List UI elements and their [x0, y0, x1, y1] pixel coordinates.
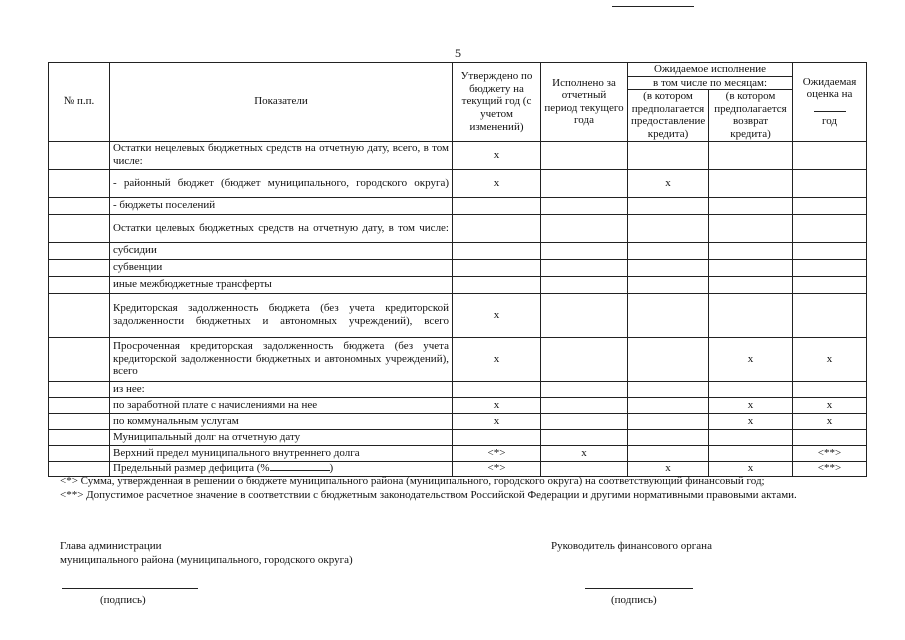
- table-row: [49, 293, 867, 337]
- row-label: Просроченная кредиторская задолженность бюджета (без учета кредиторской задолженности бюджетных и автономных учреждений), всего: [110, 337, 453, 381]
- cell-executed: [541, 214, 628, 242]
- cell-credit-grant: [628, 276, 709, 293]
- cell-expected-eval: x: [793, 413, 867, 429]
- table-row: [49, 214, 867, 242]
- cell-credit-grant: [628, 293, 709, 337]
- cell-expected-eval: [793, 214, 867, 242]
- row-label: Верхний предел муниципального внутреннего долга: [110, 445, 453, 461]
- cell-executed: [541, 461, 628, 476]
- cell-executed: [541, 242, 628, 259]
- row-num-cell: [49, 293, 110, 337]
- cell-executed: x: [541, 445, 628, 461]
- cell-credit-grant: [628, 397, 709, 413]
- row-num-cell: [49, 141, 110, 169]
- footnotes: [60, 475, 856, 502]
- row-num-cell: [49, 397, 110, 413]
- cell-expected-eval: [793, 259, 867, 276]
- cell-credit-return: [709, 259, 793, 276]
- row-num-cell: [49, 214, 110, 242]
- row-label: из нее:: [110, 381, 453, 397]
- cell-executed: [541, 293, 628, 337]
- row-label: - районный бюджет (бюджет муниципального, городского округа): [110, 169, 453, 197]
- cell-approved: x: [453, 293, 541, 337]
- cell-approved: x: [453, 397, 541, 413]
- cell-expected-eval: [793, 197, 867, 214]
- footnote-2: <**> Допустимое расчетное значение в соответствии с бюджетным законодательством Российской Федерации и другими нормативными правовыми актами.: [60, 488, 797, 501]
- cell-credit-grant: [628, 242, 709, 259]
- cell-approved: [453, 214, 541, 242]
- year-blank-line: [814, 103, 846, 112]
- cell-executed: [541, 397, 628, 413]
- table-row: [49, 197, 867, 214]
- row-num-cell: [49, 413, 110, 429]
- cell-expected-eval: [793, 293, 867, 337]
- cell-approved: x: [453, 169, 541, 197]
- cell-executed: [541, 197, 628, 214]
- finance-head-title: Руководитель финансового органа: [551, 540, 712, 552]
- cell-credit-return: [709, 242, 793, 259]
- cell-executed: [541, 141, 628, 169]
- header-credit-grant: (в котором предполагается предоставление кредита): [628, 90, 709, 141]
- expected-eval-label: Ожидаемая оценка на: [802, 75, 857, 101]
- signature-caption-right: (подпись): [611, 594, 657, 606]
- table-row: [49, 259, 867, 276]
- table-row: [49, 381, 867, 397]
- table-row: [49, 337, 867, 381]
- header-expected-execution: Ожидаемое исполнение: [628, 63, 793, 77]
- signature-line-left: [62, 588, 198, 589]
- row-label: Остатки целевых бюджетных средств на отчетную дату, в том числе:: [110, 214, 453, 242]
- expected-eval-year: год: [822, 115, 838, 128]
- cell-expected-eval: [793, 169, 867, 197]
- cell-expected-eval: [793, 276, 867, 293]
- row-label: иные межбюджетные трансферты: [110, 276, 453, 293]
- row-num-cell: [49, 197, 110, 214]
- cell-credit-grant: [628, 197, 709, 214]
- cell-credit-return: [709, 381, 793, 397]
- signature-caption-left: (подпись): [100, 594, 146, 606]
- cell-credit-grant: [628, 445, 709, 461]
- cell-expected-eval: x: [793, 397, 867, 413]
- cell-credit-return: x: [709, 337, 793, 381]
- header-approved: Утверждено по бюджету на текущий год (с учетом изменений): [453, 63, 541, 142]
- cell-credit-return: [709, 276, 793, 293]
- table-row: [49, 461, 867, 476]
- cell-expected-eval: <**>: [793, 461, 867, 476]
- cell-executed: [541, 337, 628, 381]
- row-num-cell: [49, 276, 110, 293]
- deficit-label: Предельный размер дефицита (%: [113, 462, 270, 475]
- cell-approved: <*>: [453, 445, 541, 461]
- header-expected-evaluation: [793, 63, 867, 142]
- cell-executed: [541, 381, 628, 397]
- table-row: [49, 445, 867, 461]
- table-row: [49, 141, 867, 169]
- cell-credit-grant: [628, 259, 709, 276]
- cell-credit-grant: [628, 141, 709, 169]
- row-label: [110, 461, 453, 476]
- header-indicators: Показатели: [110, 63, 453, 142]
- cell-credit-grant: x: [628, 461, 709, 476]
- cell-credit-return: [709, 169, 793, 197]
- signature-left-block: [60, 539, 353, 567]
- cell-approved: x: [453, 141, 541, 169]
- cell-expected-eval: [793, 141, 867, 169]
- row-label: субсидии: [110, 242, 453, 259]
- cell-expected-eval: [793, 242, 867, 259]
- cell-expected-eval: [793, 381, 867, 397]
- row-label: - бюджеты поселений: [110, 197, 453, 214]
- cell-credit-grant: [628, 337, 709, 381]
- cell-credit-return: [709, 293, 793, 337]
- head-org: муниципального района (муниципального, городского округа): [60, 554, 353, 566]
- signature-right-block: [551, 539, 712, 553]
- cell-approved: [453, 197, 541, 214]
- header-num: № п.п.: [49, 63, 110, 142]
- cell-approved: [453, 276, 541, 293]
- page-number: 5: [455, 46, 461, 60]
- table-row: [49, 397, 867, 413]
- cell-credit-grant: [628, 413, 709, 429]
- cell-approved: x: [453, 337, 541, 381]
- row-num-cell: [49, 242, 110, 259]
- cell-credit-return: x: [709, 397, 793, 413]
- row-label: Кредиторская задолженность бюджета (без учета кредиторской задолженности бюджетных и автономных учреждений), всего: [110, 293, 453, 337]
- table-row: [49, 413, 867, 429]
- cell-credit-grant: [628, 381, 709, 397]
- cell-executed: [541, 413, 628, 429]
- cell-executed: [541, 169, 628, 197]
- row-label: по заработной плате с начислениями на нее: [110, 397, 453, 413]
- signature-line-right: [585, 588, 693, 589]
- cell-credit-return: [709, 429, 793, 445]
- cell-credit-return: [709, 214, 793, 242]
- row-label: субвенции: [110, 259, 453, 276]
- row-num-cell: [49, 381, 110, 397]
- cell-approved: x: [453, 413, 541, 429]
- cell-credit-return: [709, 445, 793, 461]
- cell-approved: [453, 259, 541, 276]
- top-rule: [612, 6, 694, 7]
- footnote-1: <*> Сумма, утвержденная в решении о бюджете муниципального района (муниципального, городского округа) на соответствующий финансовый год;: [60, 475, 765, 487]
- cell-expected-eval: [793, 429, 867, 445]
- row-num-cell: [49, 259, 110, 276]
- cell-executed: [541, 276, 628, 293]
- cell-credit-return: [709, 197, 793, 214]
- header-credit-return: (в котором предполагается возврат кредита): [709, 90, 793, 141]
- cell-approved: [453, 429, 541, 445]
- cell-credit-return: [709, 141, 793, 169]
- row-num-cell: [49, 429, 110, 445]
- table-row: [49, 169, 867, 197]
- cell-credit-grant: x: [628, 169, 709, 197]
- row-num-cell: [49, 461, 110, 476]
- head-title: Глава администрации: [60, 540, 162, 552]
- row-label: по коммунальным услугам: [110, 413, 453, 429]
- cell-expected-eval: x: [793, 337, 867, 381]
- header-by-months: в том числе по месяцам:: [628, 76, 793, 90]
- deficit-label-tail: ): [329, 462, 334, 475]
- cell-expected-eval: <**>: [793, 445, 867, 461]
- cell-executed: [541, 429, 628, 445]
- row-num-cell: [49, 445, 110, 461]
- table-row: [49, 242, 867, 259]
- cell-credit-grant: [628, 214, 709, 242]
- cell-approved: <*>: [453, 461, 541, 476]
- cell-credit-return: x: [709, 461, 793, 476]
- cell-executed: [541, 259, 628, 276]
- deficit-blank-line: [270, 462, 330, 471]
- table-row: [49, 276, 867, 293]
- row-label: Остатки нецелевых бюджетных средств на отчетную дату, всего, в том числе:: [110, 141, 453, 169]
- cell-credit-return: x: [709, 413, 793, 429]
- cell-credit-grant: [628, 429, 709, 445]
- cell-approved: [453, 381, 541, 397]
- row-num-cell: [49, 169, 110, 197]
- row-label: Муниципальный долг на отчетную дату: [110, 429, 453, 445]
- cell-approved: [453, 242, 541, 259]
- row-num-cell: [49, 337, 110, 381]
- table-row: [49, 429, 867, 445]
- header-executed: Исполнено за отчетный период текущего года: [541, 63, 628, 142]
- budget-table: [48, 62, 867, 477]
